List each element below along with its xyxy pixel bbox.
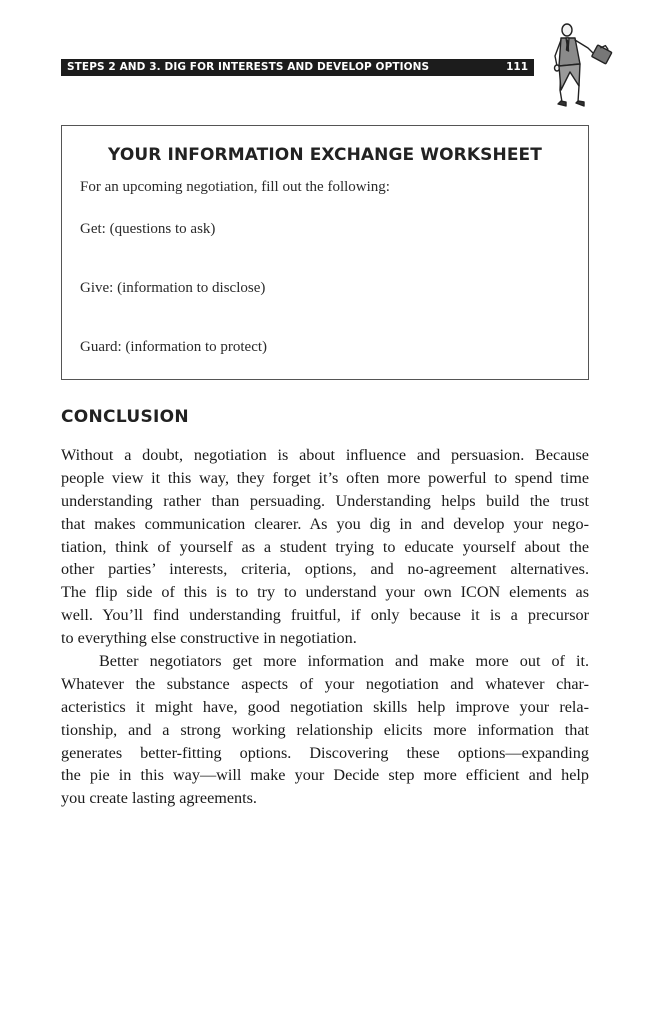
text-line: Better negotiators get more information and make more out of it.	[99, 652, 589, 671]
text-line: tiation, think of yourself as a student trying to educate yourself about the	[61, 537, 589, 556]
worksheet-box	[61, 125, 589, 380]
worksheet-field-get: Get: (questions to ask)	[80, 221, 216, 237]
paragraph-1	[61, 444, 589, 650]
section-heading-conclusion: CONCLUSION	[61, 407, 189, 427]
text-line: tionship, and a strong working relationship elicits more information that	[61, 720, 589, 739]
businessman-with-briefcase-icon	[548, 20, 620, 112]
running-header-title: STEPS 2 AND 3. DIG FOR INTERESTS AND DEVELOP OPTIONS	[67, 61, 430, 73]
text-line: The flip side of this is to try to understand your own ICON elements as	[61, 583, 589, 602]
worksheet-title: YOUR INFORMATION EXCHANGE WORKSHEET	[108, 145, 542, 165]
text-line: generates better-fitting options. Discovering these options—expanding	[61, 743, 589, 762]
text-line: to everything else constructive in negotiation.	[61, 629, 357, 648]
conclusion-body	[61, 444, 589, 810]
text-line: acteristics it might have, good negotiation skills help improve your rela-	[61, 697, 589, 716]
worksheet-field-guard: Guard: (information to protect)	[80, 339, 268, 355]
paragraph-2	[61, 650, 589, 810]
text-line: Without a doubt, negotiation is about influence and persuasion. Because	[61, 446, 589, 464]
text-line: understanding rather than persuading. Understanding helps build the trust	[61, 491, 589, 510]
text-line: that makes communication clearer. As you dig in and develop your nego-	[61, 514, 589, 533]
worksheet-field-give: Give: (information to disclose)	[80, 280, 266, 296]
text-line: other parties’ interests, criteria, options, and no-agreement alternatives.	[61, 560, 589, 579]
text-line: Whatever the substance aspects of your negotiation and whatever char-	[61, 674, 589, 693]
text-line: well. You’ll find understanding fruitful, if only because it is a precursor	[61, 606, 589, 625]
running-header	[61, 59, 534, 76]
page-number: 111	[506, 61, 528, 73]
text-line: the pie in this way—will make your Decide step more efficient and help	[61, 766, 589, 785]
text-line: you create lasting agreements.	[61, 789, 257, 808]
worksheet-instruction: For an upcoming negotiation, fill out the following:	[80, 179, 390, 195]
text-line: people view it this way, they forget it’s often more powerful to spend time	[61, 468, 589, 487]
